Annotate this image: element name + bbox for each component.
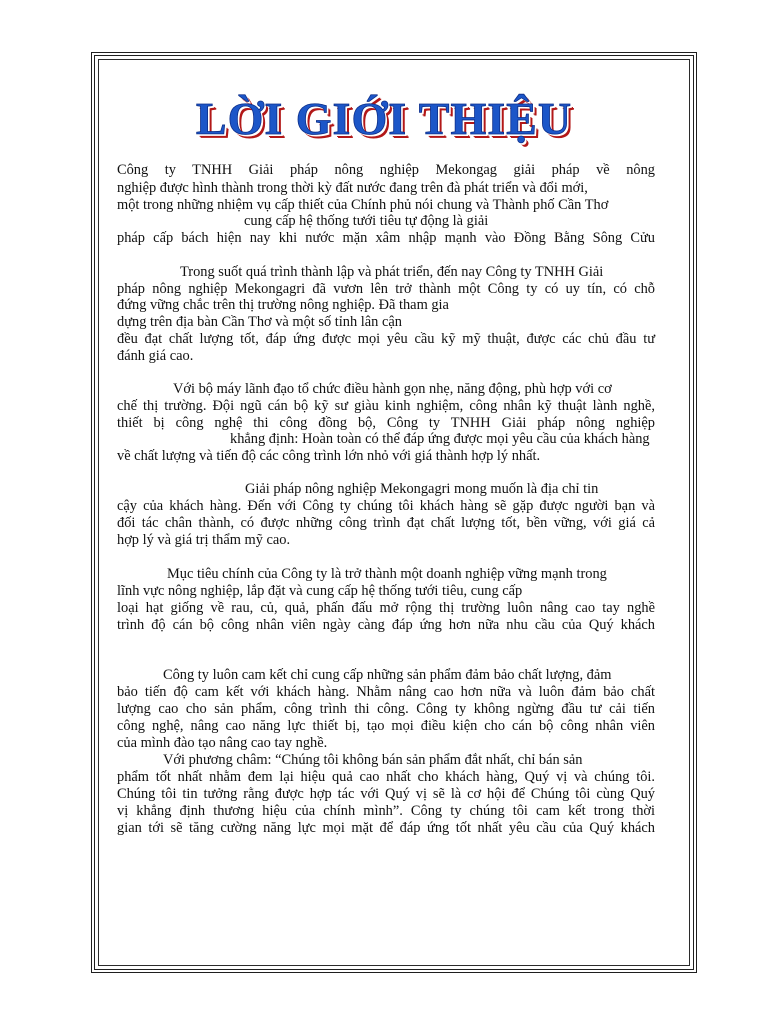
text-line: đều đạt chất lượng tốt, đáp ứng được mọi yêu cầu kỹ mỹ thuật, được các chủ đầu tư [117, 331, 655, 347]
text-line: chế thị trường. Đội ngũ cán bộ kỹ sư giàu kinh nghiệm, công nhân kỹ thuật lành nghề, [117, 398, 655, 414]
text-line: Chúng tôi tin tưởng rằng được hợp tác với Quý vị sẽ là cơ hội để Chúng tôi cùng Quý [117, 786, 655, 802]
text-line: phẩm tốt nhất nhằm đem lại hiệu quả cao nhất cho khách hàng, Quý vị và chúng tôi. [117, 769, 655, 785]
text-line: đối tác chân thành, có được những công trình đạt chất lượng tốt, bền vững, với giá cả [117, 515, 655, 531]
text-line: cung cấp hệ thống tưới tiêu tự động là giải [244, 213, 489, 229]
text-line: pháp cấp bách hiện nay khi nước mặn xâm nhập mạnh vào Đồng Bằng Sông Cửu [117, 230, 655, 246]
text-line: dựng trên địa bàn Cần Thơ và một số tỉnh lân cận [117, 314, 402, 330]
text-line: thiết bị công nghệ thi công đồng bộ, Công ty TNHH Giải pháp nông nghiệp [117, 415, 655, 431]
text-line: cậy của khách hàng. Đến với Công ty chúng tôi khách hàng sẽ gặp được người bạn và [117, 498, 655, 514]
text-line: đánh giá cao. [117, 348, 194, 364]
text-line: của mình đào tạo nâng cao tay nghề. [117, 735, 328, 751]
text-line: Công ty TNHH Giải pháp nông nghiệp Mekongag giải pháp về nông [117, 162, 655, 178]
text-line: loại hạt giống về rau, củ, quả, phấn đấu mở rộng thị trường luôn nâng cao tay nghề [117, 600, 655, 616]
text-line: công nghệ, nâng cao năng lực thiết bị, tạo mọi điều kiện cho cán bộ công nhân viên [117, 718, 655, 734]
text-line: pháp nông nghiệp Mekongagri đã vươn lên trở thành một Công ty có uy tín, có chỗ [117, 281, 655, 297]
text-line: bảo tiến độ cam kết với khách hàng. Nhằm nâng cao hơn nữa và luôn đảm bảo chất [117, 684, 655, 700]
text-line: hợp lý và giá trị thẩm mỹ cao. [117, 532, 291, 548]
text-line: gian tới sẽ tăng cường năng lực mọi mặt để đáp ứng tốt nhất yêu cầu của Quý khách [117, 820, 655, 836]
text-line: Mục tiêu chính của Công ty là trở thành một doanh nghiệp vững mạnh trong [167, 566, 607, 582]
text-line: lượng cao cho sản phẩm, công trình thi công. Công ty không ngừng đầu tư cải tiến [117, 701, 655, 717]
text-line: khẳng định: Hoàn toàn có thể đáp ứng được mọi yêu cầu của khách hàng [230, 431, 650, 447]
text-line: về chất lượng và tiến độ các công trình lớn nhỏ với giá thành hợp lý nhất. [117, 448, 541, 464]
text-line: lĩnh vực nông nghiệp, lắp đặt và cung cấp hệ thống tưới tiêu, cung cấp [117, 583, 523, 599]
page-title: LỜI GIỚI THIỆU [195, 93, 573, 144]
text-line: Với phương châm: “Chúng tôi không bán sản phẩm đắt nhất, chỉ bán sản [163, 752, 583, 768]
text-line: trình độ cán bộ công nhân viên ngày càng đáp ứng hơn nữa nhu cầu của Quý khách [117, 617, 655, 633]
text-line: Giải pháp nông nghiệp Mekongagri mong muốn là địa chỉ tin [245, 481, 599, 497]
text-line: Trong suốt quá trình thành lập và phát triển, đến nay Công ty TNHH Giải [180, 264, 604, 280]
text-line: Công ty luôn cam kết chỉ cung cấp những sản phẩm đảm bảo chất lượng, đảm [163, 667, 612, 683]
text-line: Với bộ máy lãnh đạo tổ chức điều hành gọn nhẹ, năng động, phù hợp với cơ [173, 381, 612, 397]
text-line: vị khẳng định thương hiệu của chính mình”. Công ty chúng tôi cam kết trong thời [117, 803, 655, 819]
text-line: nghiệp được hình thành trong thời kỳ đất nước đang trên đà phát triển và đổi mới, [117, 180, 588, 196]
text-line: một trong những nhiệm vụ cấp thiết của Chính phủ nói chung và Thành phố Cần Thơ [117, 197, 609, 213]
text-line: đứng vững chắc trên thị trường nông nghiệp. Đã tham gia [117, 297, 449, 313]
